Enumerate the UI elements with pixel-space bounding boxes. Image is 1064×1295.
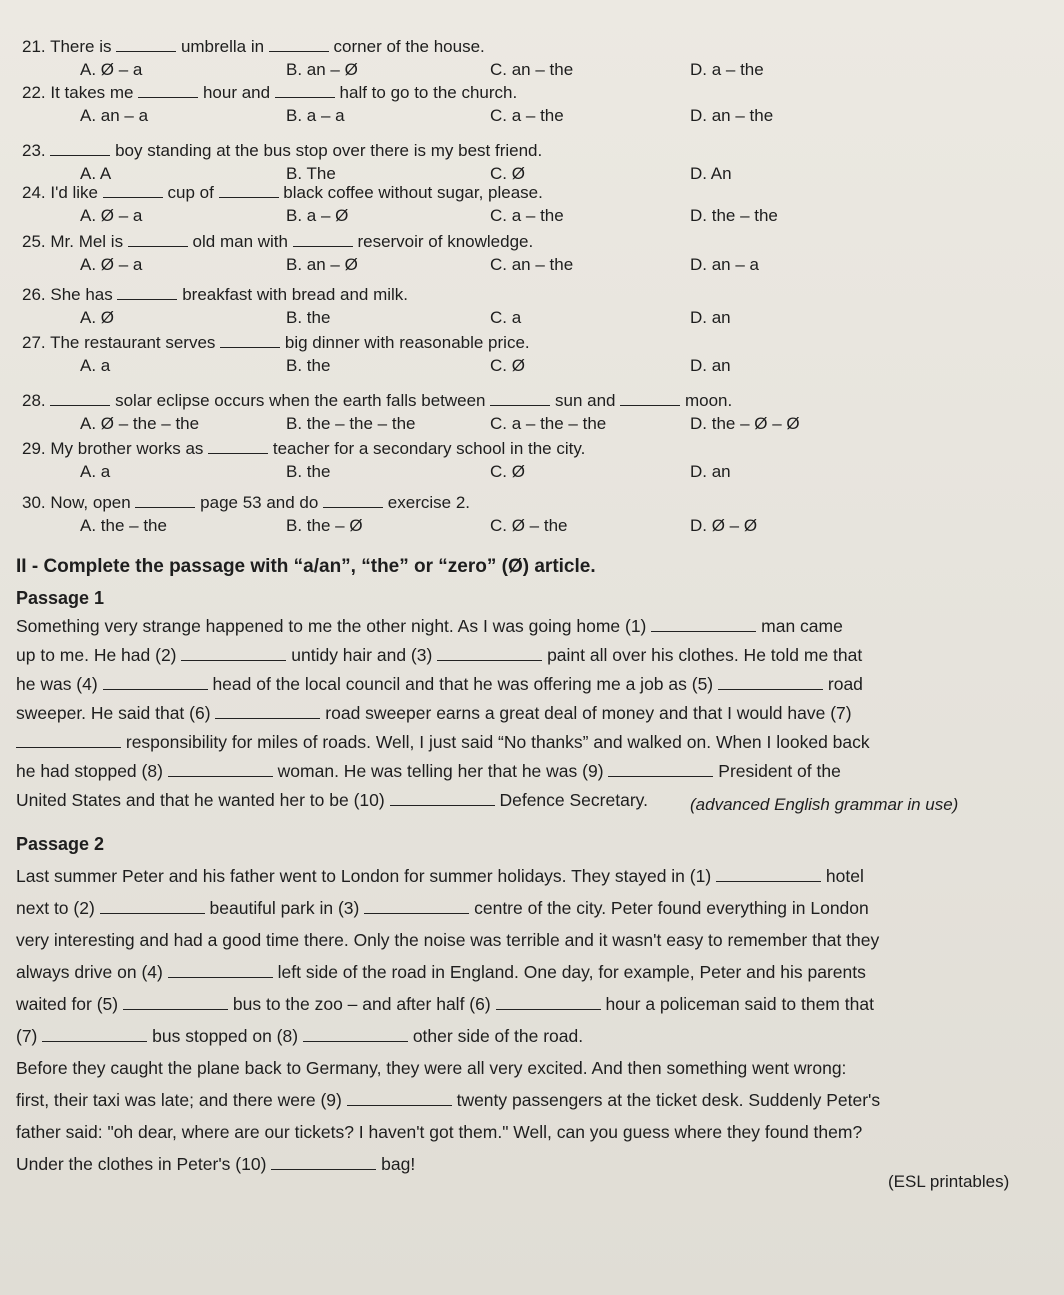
question-text: page 53 and do <box>200 493 324 512</box>
answer-blank[interactable] <box>16 733 121 748</box>
option-d[interactable]: D. An <box>690 164 732 183</box>
option-c[interactable]: C. a – the <box>490 206 564 225</box>
answer-blank[interactable] <box>135 493 195 508</box>
option-d[interactable]: D. an – a <box>690 255 759 274</box>
passage-line <box>16 699 1036 728</box>
answer-blank[interactable] <box>50 391 110 406</box>
question-text: sun and <box>554 391 621 410</box>
passage-text: he was (4) <box>16 674 98 694</box>
answer-blank[interactable] <box>215 704 320 719</box>
question-stem <box>22 36 1022 58</box>
answer-blank[interactable] <box>323 493 383 508</box>
option-d[interactable]: D. the – Ø – Ø <box>690 414 800 433</box>
question-30 <box>22 492 1022 538</box>
question-text: She has <box>50 285 118 304</box>
answer-options <box>22 354 1022 378</box>
option-c[interactable]: C. Ø <box>490 164 525 183</box>
option-d[interactable]: D. an <box>690 308 731 327</box>
passage-2-text <box>16 860 1036 1180</box>
option-a[interactable]: A. Ø – the – the <box>80 414 200 433</box>
question-number: 25. <box>22 232 51 251</box>
answer-blank[interactable] <box>100 899 205 914</box>
answer-options <box>22 104 1022 128</box>
question-text: corner of the house. <box>333 37 485 56</box>
question-text: solar eclipse occurs when the earth falls between <box>115 391 491 410</box>
question-text: The restaurant serves <box>50 333 221 352</box>
question-text: half to go to the church. <box>339 83 518 102</box>
question-text: There is <box>50 37 117 56</box>
answer-blank[interactable] <box>437 646 542 661</box>
section-2-title: II - Complete the passage with “a/an”, “the” or “zero” (Ø) article. <box>16 556 596 577</box>
passage-1-source: (advanced English grammar in use) <box>690 795 959 814</box>
passage-text: responsibility for miles of roads. Well, I just said “No thanks” and walked on. When I looked back <box>125 732 870 752</box>
passage-text: Last summer Peter and his father went to London for summer holidays. They stayed in (1) <box>16 866 712 886</box>
passage-text: head of the local council and that he was offering me a job as (5) <box>212 674 714 694</box>
answer-blank[interactable] <box>138 83 198 98</box>
option-a[interactable]: A. Ø <box>80 308 115 327</box>
answer-blank[interactable] <box>620 391 680 406</box>
question-stem <box>22 332 1022 354</box>
question-text: Now, open <box>50 493 136 512</box>
question-25 <box>22 231 1022 277</box>
answer-blank[interactable] <box>117 285 177 300</box>
answer-blank[interactable] <box>208 439 268 454</box>
option-b[interactable]: B. a – Ø <box>286 206 349 225</box>
passage-line <box>16 757 1036 786</box>
question-number: 30. <box>22 493 51 512</box>
question-22 <box>22 82 1022 128</box>
answer-blank[interactable] <box>390 791 495 806</box>
answer-blank[interactable] <box>103 675 208 690</box>
option-b[interactable]: B. the – Ø <box>286 516 363 535</box>
question-number: 28. <box>22 391 51 410</box>
passage-line <box>16 988 1036 1020</box>
passage-text: next to (2) <box>16 898 95 918</box>
passage-text: beautiful park in (3) <box>209 898 360 918</box>
question-text: Mr. Mel is <box>50 232 128 251</box>
passage-text: other side of the road. <box>412 1026 584 1046</box>
question-29 <box>22 438 1022 484</box>
passage-text: (7) <box>16 1026 38 1046</box>
question-text: big dinner with reasonable price. <box>284 333 530 352</box>
question-28 <box>22 390 1022 436</box>
answer-blank[interactable] <box>168 963 273 978</box>
option-d[interactable]: D. an – the <box>690 106 774 125</box>
passage-line <box>16 612 1036 641</box>
passage-line <box>16 641 1036 670</box>
answer-blank[interactable] <box>123 995 228 1010</box>
passage-line <box>16 860 1036 892</box>
answer-blank[interactable] <box>275 83 335 98</box>
passage-line <box>16 728 1036 757</box>
answer-blank[interactable] <box>608 762 713 777</box>
option-c[interactable]: C. an – the <box>490 255 574 274</box>
option-b[interactable]: B. the <box>286 308 331 327</box>
option-b[interactable]: B. the <box>286 356 331 375</box>
question-number: 24. <box>22 183 51 202</box>
question-number: 23. <box>22 141 51 160</box>
question-text: moon. <box>684 391 733 410</box>
passage-text: first, their taxi was late; and there were (9) <box>16 1090 342 1110</box>
question-text: exercise 2. <box>387 493 470 512</box>
answer-blank[interactable] <box>718 675 823 690</box>
question-stem <box>22 284 1022 306</box>
passage-text: centre of the city. Peter found everything in London <box>474 898 869 918</box>
option-d[interactable]: D. an <box>690 356 731 375</box>
option-c[interactable]: C. Ø <box>490 356 525 375</box>
passage-1-text <box>16 612 1036 815</box>
answer-blank[interactable] <box>364 899 469 914</box>
passage-line <box>16 1116 1036 1148</box>
option-d[interactable]: D. a – the <box>690 60 764 79</box>
question-26 <box>22 284 1022 330</box>
passage-text: up to me. He had (2) <box>16 645 177 665</box>
answer-blank[interactable] <box>347 1091 452 1106</box>
answer-blank[interactable] <box>269 37 329 52</box>
passage-text: he had stopped (8) <box>16 761 163 781</box>
answer-options <box>22 306 1022 330</box>
passage-text: Under the clothes in Peter's (10) <box>16 1154 267 1174</box>
option-a[interactable]: A. a <box>80 356 111 375</box>
passage-text: sweeper. He said that (6) <box>16 703 211 723</box>
passage-line <box>16 1020 1036 1052</box>
question-text: old man with <box>192 232 293 251</box>
option-d[interactable]: D. an <box>690 462 731 481</box>
passage-text: very interesting and had a good time there. Only the noise was terrible and it wasn't easy to remember that they <box>16 930 880 950</box>
answer-options <box>22 253 1022 277</box>
answer-blank[interactable] <box>490 391 550 406</box>
option-b[interactable]: B. an – Ø <box>286 255 358 274</box>
answer-options <box>22 204 1022 228</box>
answer-blank[interactable] <box>293 232 353 247</box>
passage-text: left side of the road in England. One day, for example, Peter and his parents <box>277 962 866 982</box>
option-a[interactable]: A. A <box>80 164 112 183</box>
passage-text: woman. He was telling her that he was (9) <box>277 761 604 781</box>
answer-blank[interactable] <box>181 646 286 661</box>
answer-blank[interactable] <box>42 1027 147 1042</box>
passage-line <box>16 1084 1036 1116</box>
answer-blank[interactable] <box>50 141 110 156</box>
question-text: It takes me <box>50 83 139 102</box>
passage-text: father said: "oh dear, where are our tickets? I haven't got them." Well, can you guess where they found them? <box>16 1122 863 1142</box>
passage-line <box>16 670 1036 699</box>
passage-text: twenty passengers at the ticket desk. Suddenly Peter's <box>456 1090 881 1110</box>
passage-text: Something very strange happened to me the other night. As I was going home (1) <box>16 616 647 636</box>
question-text: reservoir of knowledge. <box>357 232 534 251</box>
question-stem <box>22 82 1022 104</box>
question-number: 21. <box>22 37 51 56</box>
passage-1-title: Passage 1 <box>16 588 105 608</box>
option-b[interactable]: B. the <box>286 462 331 481</box>
option-a[interactable]: A. Ø – a <box>80 206 143 225</box>
answer-blank[interactable] <box>128 232 188 247</box>
option-c[interactable]: C. Ø <box>490 462 525 481</box>
question-stem <box>22 438 1022 460</box>
question-number: 26. <box>22 285 51 304</box>
question-24 <box>22 182 1022 228</box>
question-number: 22. <box>22 83 51 102</box>
question-stem <box>22 390 1022 412</box>
option-c[interactable]: C. a – the – the <box>490 414 607 433</box>
question-stem <box>22 182 1022 204</box>
passage-line <box>16 924 1036 956</box>
passage-text: road sweeper earns a great deal of money and that I would have (7) <box>325 703 852 723</box>
answer-options <box>22 514 1022 538</box>
option-c[interactable]: C. an – the <box>490 60 574 79</box>
passage-text: bus to the zoo – and after half (6) <box>232 994 491 1014</box>
option-c[interactable]: C. Ø – the <box>490 516 568 535</box>
answer-options <box>22 460 1022 484</box>
answer-blank[interactable] <box>168 762 273 777</box>
question-21 <box>22 36 1022 82</box>
passage-2-source: (ESL printables) <box>888 1172 1010 1191</box>
answer-blank[interactable] <box>303 1027 408 1042</box>
question-stem <box>22 140 1022 162</box>
question-text: teacher for a secondary school in the city. <box>272 439 586 458</box>
passage-text: man came <box>761 616 843 636</box>
question-text: boy standing at the bus stop over there is my best friend. <box>115 141 543 160</box>
option-b[interactable]: B. the – the – the <box>286 414 416 433</box>
answer-blank[interactable] <box>116 37 176 52</box>
option-a[interactable]: A. an – a <box>80 106 149 125</box>
option-a[interactable]: A. a <box>80 462 111 481</box>
passage-text: bus stopped on (8) <box>152 1026 299 1046</box>
question-27 <box>22 332 1022 378</box>
question-text: umbrella in <box>180 37 269 56</box>
option-a[interactable]: A. the – the <box>80 516 167 535</box>
passage-text: President of the <box>718 761 841 781</box>
option-b[interactable]: B. a – a <box>286 106 345 125</box>
question-text: black coffee without sugar, please. <box>283 183 543 202</box>
question-number: 29. <box>22 439 51 458</box>
passage-line <box>16 1052 1036 1084</box>
option-b[interactable]: B. The <box>286 164 336 183</box>
question-stem <box>22 492 1022 514</box>
answer-blank[interactable] <box>271 1155 376 1170</box>
option-d[interactable]: D. the – the <box>690 206 778 225</box>
question-text: My brother works as <box>50 439 209 458</box>
passage-text: Before they caught the plane back to Germany, they were all very excited. And then something went wrong: <box>16 1058 847 1078</box>
question-text: I'd like <box>50 183 103 202</box>
passage-line <box>16 892 1036 924</box>
option-d[interactable]: D. Ø – Ø <box>690 516 758 535</box>
answer-blank[interactable] <box>716 867 821 882</box>
passage-text: hotel <box>825 866 864 886</box>
option-b[interactable]: B. an – Ø <box>286 60 358 79</box>
question-number: 27. <box>22 333 51 352</box>
option-c[interactable]: C. a – the <box>490 106 564 125</box>
answer-blank[interactable] <box>220 333 280 348</box>
passage-text: bag! <box>381 1154 416 1174</box>
answer-options <box>22 58 1022 82</box>
passage-line <box>16 1148 1036 1180</box>
answer-options <box>22 412 1022 436</box>
answer-blank[interactable] <box>103 183 163 198</box>
passage-line <box>16 956 1036 988</box>
question-stem <box>22 231 1022 253</box>
question-text: cup of <box>167 183 219 202</box>
passage-text: always drive on (4) <box>16 962 163 982</box>
question-text: hour and <box>202 83 275 102</box>
passage-text: paint all over his clothes. He told me that <box>547 645 863 665</box>
passage-text: waited for (5) <box>16 994 119 1014</box>
answer-blank[interactable] <box>219 183 279 198</box>
option-c[interactable]: C. a <box>490 308 522 327</box>
question-23 <box>22 140 1022 186</box>
option-a[interactable]: A. Ø – a <box>80 255 143 274</box>
passage-text: United States and that he wanted her to be (10) <box>16 790 385 810</box>
option-a[interactable]: A. Ø – a <box>80 60 143 79</box>
question-text: breakfast with bread and milk. <box>182 285 409 304</box>
passage-text: road <box>827 674 863 694</box>
passage-2-title: Passage 2 <box>16 834 105 854</box>
passage-text: untidy hair and (3) <box>291 645 433 665</box>
passage-text: Defence Secretary. <box>499 790 648 810</box>
answer-blank[interactable] <box>651 617 756 632</box>
answer-blank[interactable] <box>496 995 601 1010</box>
passage-text: hour a policeman said to them that <box>605 994 874 1014</box>
